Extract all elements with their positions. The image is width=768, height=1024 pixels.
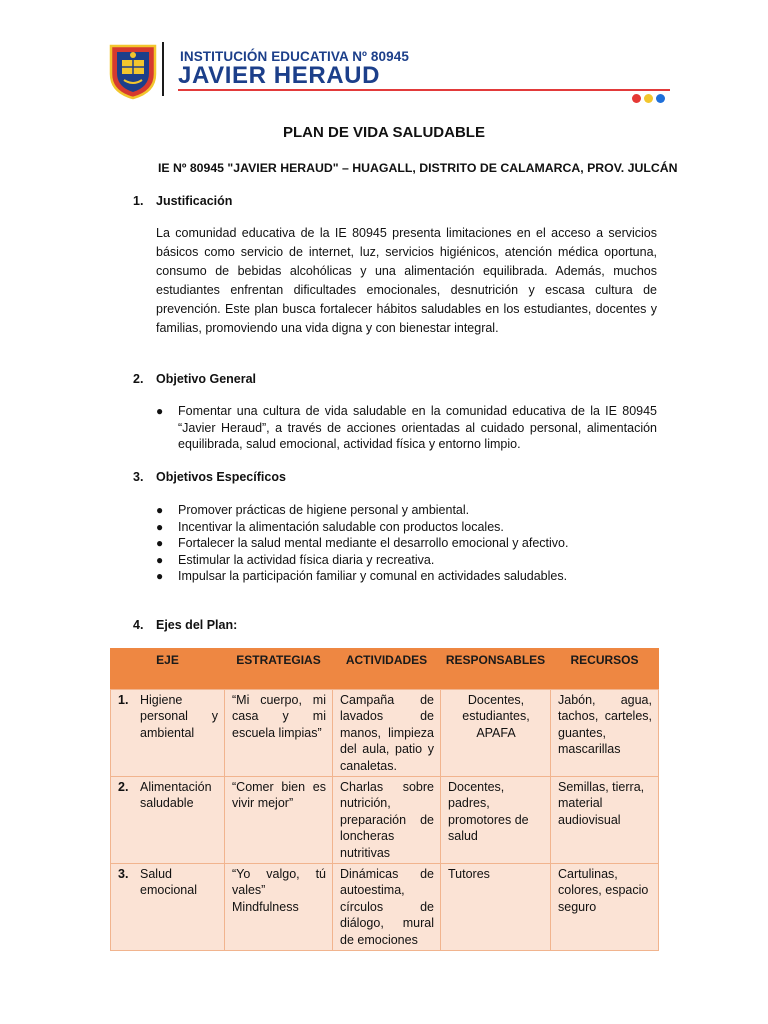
section-1-number: 1. — [133, 194, 144, 208]
school-name: JAVIER HERAUD — [178, 62, 381, 89]
table-row — [111, 864, 659, 951]
cell-estrategias: “Yo valgo, tú vales” Mindfulness — [225, 864, 333, 951]
section-2-number: 2. — [133, 372, 144, 386]
list-item-text: Fomentar una cultura de vida saludable en la comunidad educativa de la IE 80945 “Javier Heraud”, a través de acciones orientadas al cuidado personal, alimentación equilibrada, salud emocional, actividad física y entorno limpio. — [178, 404, 657, 451]
column-header-recursos: RECURSOS — [551, 649, 659, 689]
section-1-title: Justificación — [156, 194, 233, 208]
cell-actividades: Campaña de lavados de manos, limpieza del aula, patio y canaletas. — [333, 690, 441, 777]
cell-recursos: Cartulinas, colores, espacio seguro — [551, 864, 659, 951]
bullet-icon: ● — [156, 503, 164, 517]
section-3-title: Objetivos Específicos — [156, 470, 286, 484]
row-number: 1. — [118, 693, 129, 707]
row-number: 2. — [118, 780, 129, 795]
institution-line: INSTITUCIÓN EDUCATIVA Nº 80945 — [180, 49, 409, 64]
eje-text: Higiene personal y ambiental — [140, 693, 218, 740]
cell-responsables: Docentes, padres, promotores de salud — [441, 777, 551, 864]
eje-text: Alimentación saludable — [140, 780, 212, 811]
bullet-icon: ● — [156, 404, 164, 418]
column-header-actividades: ACTIVIDADES — [333, 649, 441, 689]
plan-axes-table — [110, 648, 659, 951]
cell-estrategias: “Mi cuerpo, mi casa y mi escuela limpias” — [225, 690, 333, 777]
column-header-responsables: RESPONSABLES — [441, 649, 551, 689]
letterhead — [108, 40, 668, 110]
justification-paragraph: La comunidad educativa de la IE 80945 presenta limitaciones en el acceso a servicios básicos como servicio de internet, luz, servicios higiénicos, atención médica oportuna, consumo de bebidas alcohólicas y una alimentación equilibrada. Además, muchos estudiantes enfrentan dificultades emocionales, desnutrición y escasa cultura de prevención. Este plan busca fortalecer hábitos saludables en los estudiantes, docentes y familias, promoviendo una vida digna y con bienestar integral. — [156, 226, 657, 335]
cell-eje — [111, 777, 225, 864]
cell-estrategias: “Comer bien es vivir mejor” — [225, 777, 333, 864]
table-row — [111, 690, 659, 777]
list-item-text: Incentivar la alimentación saludable con productos locales. — [178, 519, 504, 534]
list-item-text: Estimular la actividad física diaria y recreativa. — [178, 552, 435, 567]
document-title: PLAN DE VIDA SALUDABLE — [283, 124, 485, 141]
cell-recursos: Jabón, agua, tachos, carteles, guantes, mascarillas — [551, 690, 659, 777]
list-item-text: Impulsar la participación familiar y comunal en actividades saludables. — [178, 569, 568, 583]
column-header-eje: EJE — [111, 649, 225, 689]
cell-actividades: Dinámicas de autoestima, círculos de diálogo, mural de emociones — [333, 864, 441, 951]
blue-dot-icon — [656, 94, 665, 103]
table-header-row — [111, 649, 659, 689]
eje-text: Salud emocional — [140, 867, 197, 898]
bullet-icon: ● — [156, 552, 164, 567]
list-item-text: Fortalecer la salud mental mediante el desarrollo emocional y afectivo. — [178, 536, 569, 550]
general-objective-list — [156, 403, 657, 453]
cell-responsables: Docentes, estudiantes, APAFA — [441, 690, 551, 777]
table-row — [111, 777, 659, 864]
bullet-icon: ● — [156, 569, 164, 583]
list-item — [156, 519, 657, 536]
header-rule — [178, 89, 670, 91]
section-4-number: 4. — [133, 618, 144, 632]
red-dot-icon — [632, 94, 641, 103]
bullet-icon: ● — [156, 536, 164, 550]
row-number: 3. — [118, 867, 129, 882]
cell-eje — [111, 864, 225, 951]
list-item — [156, 568, 657, 585]
school-crest-icon — [108, 40, 158, 100]
yellow-dot-icon — [644, 94, 653, 103]
cell-eje — [111, 690, 225, 777]
cell-recursos: Semillas, tierra, material audiovisual — [551, 777, 659, 864]
specific-objectives-list — [156, 502, 657, 585]
list-item-text: Promover prácticas de higiene personal y ambiental. — [178, 503, 470, 517]
list-item — [156, 403, 657, 453]
document-subtitle: IE Nº 80945 "JAVIER HERAUD" – HUAGALL, DISTRITO DE CALAMARCA, PROV. JULCÁN — [158, 161, 678, 175]
header-divider — [162, 42, 164, 96]
bullet-icon: ● — [156, 519, 164, 534]
section-3-number: 3. — [133, 470, 144, 484]
section-2-title: Objetivo General — [156, 372, 257, 386]
cell-responsables: Tutores — [441, 864, 551, 951]
list-item — [156, 535, 657, 552]
column-header-estrategias: ESTRATEGIAS — [225, 649, 333, 689]
list-item — [156, 552, 657, 569]
section-4-title: Ejes del Plan: — [156, 618, 238, 632]
list-item — [156, 502, 657, 519]
cell-actividades: Charlas sobre nutrición, preparación de loncheras nutritivas — [333, 777, 441, 864]
